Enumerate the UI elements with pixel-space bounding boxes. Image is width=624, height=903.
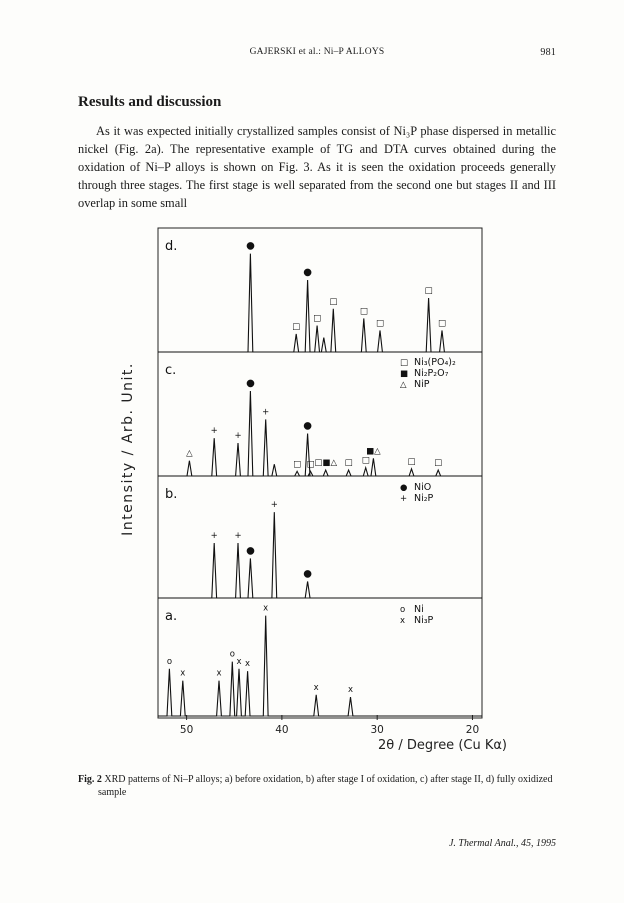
running-title: GAJERSKI et al.: Ni–P ALLOYS (249, 47, 385, 57)
body-paragraph: As it was expected initially crystallized samples consist of Ni₃P phase dispersed in metallic nickel (Fig. 2a). The representative example of TG and DTA curves obtained during the oxidation of Ni–P alloys is shown on Fig. 3. As it is seen the oxidation proceeds generally through three stages. The first stage is well separated from the second one but stages II and III overlap in some small (78, 124, 556, 210)
x-tick-label: 20 (465, 724, 480, 736)
peak-marker: x (180, 668, 186, 679)
peak-marker: ● (246, 378, 255, 390)
peak-marker: x (347, 685, 354, 696)
peak-marker: ● (303, 568, 312, 580)
legend-label: NiP (414, 379, 430, 390)
legend-symbol: ■ (400, 369, 409, 379)
peak-marker: ● (303, 420, 312, 432)
legend-label: Ni₂P (414, 493, 434, 504)
peak-marker: □ (434, 458, 443, 469)
xrd-pattern-d (158, 254, 482, 352)
peak-marker: x (263, 603, 269, 614)
peak-marker: □ (376, 318, 385, 329)
peak-marker: □ (329, 296, 338, 307)
legend-symbol: ● (400, 483, 408, 493)
peak-marker: o (166, 656, 173, 667)
peak-marker: x (216, 668, 222, 679)
peak-marker: ● (246, 240, 255, 252)
peak-marker: □ (313, 313, 322, 324)
caption-label: Fig. 2 (78, 774, 102, 785)
peak-marker: □ (293, 459, 302, 470)
legend-symbol: o (400, 605, 406, 615)
journal-footer: J. Thermal Anal., 45, 1995 (448, 838, 556, 849)
peak-marker: □ (424, 286, 433, 296)
peak-marker: x (313, 682, 319, 693)
peak-marker: ● (303, 267, 312, 278)
section-title: Results and discussion (78, 94, 222, 110)
peak-marker: + (210, 426, 218, 437)
xrd-pattern-a (158, 616, 482, 716)
legend-label: Ni₂P₂O₇ (414, 368, 449, 379)
peak-marker: □ (344, 458, 353, 469)
peak-marker: □ (359, 306, 368, 317)
legend-label: NiO (414, 482, 432, 493)
legend-symbol: △ (400, 380, 407, 390)
panel-label: a. (165, 609, 178, 624)
x-tick-label: 40 (275, 724, 289, 736)
legend-symbol: □ (400, 358, 409, 368)
peak-marker: □■△ (314, 458, 338, 469)
peak-marker: □ (437, 318, 446, 329)
peak-marker: □ (292, 322, 301, 332)
peak-marker: + (210, 531, 218, 541)
panel-label: c. (165, 363, 177, 378)
panel-label: d. (165, 239, 178, 254)
peak-marker: + (234, 531, 242, 541)
peak-marker: + (234, 430, 242, 441)
caption-text: XRD patterns of Ni–P alloys; a) before oxidation, b) after stage I of oxidation, c) after stage II, d) fully oxidized sample (98, 774, 553, 798)
figure-caption (78, 773, 576, 799)
peak-marker: ● (246, 545, 255, 557)
peak-marker: ■△ (366, 446, 381, 457)
x-tick-label: 50 (179, 724, 194, 736)
plot-frame (158, 228, 482, 718)
legend-symbol: + (400, 494, 408, 504)
peak-marker: □ (407, 456, 416, 467)
xrd-pattern-b (158, 512, 482, 598)
peak-marker: o (229, 649, 235, 660)
x-tick-label: 30 (370, 724, 384, 736)
peak-marker: + (270, 500, 278, 511)
peak-marker: △ (186, 448, 193, 459)
page-number: 981 (540, 47, 556, 58)
peak-marker: x (245, 659, 251, 670)
panel-label: b. (165, 487, 178, 502)
x-axis-title: 2θ / Degree (Cu Kα) (378, 738, 508, 753)
legend-label: Ni₃(PO₄)₂ (414, 357, 456, 368)
legend-label: Ni₃P (414, 615, 434, 626)
legend-symbol: x (400, 616, 406, 626)
peak-marker: + (262, 407, 270, 418)
legend-label: Ni (414, 604, 424, 615)
peak-marker: □ (361, 455, 370, 466)
y-axis-label: Intensity / Arb. Unit. (120, 362, 136, 536)
peak-marker: x (236, 656, 242, 667)
peak-marker: □ (306, 459, 315, 470)
